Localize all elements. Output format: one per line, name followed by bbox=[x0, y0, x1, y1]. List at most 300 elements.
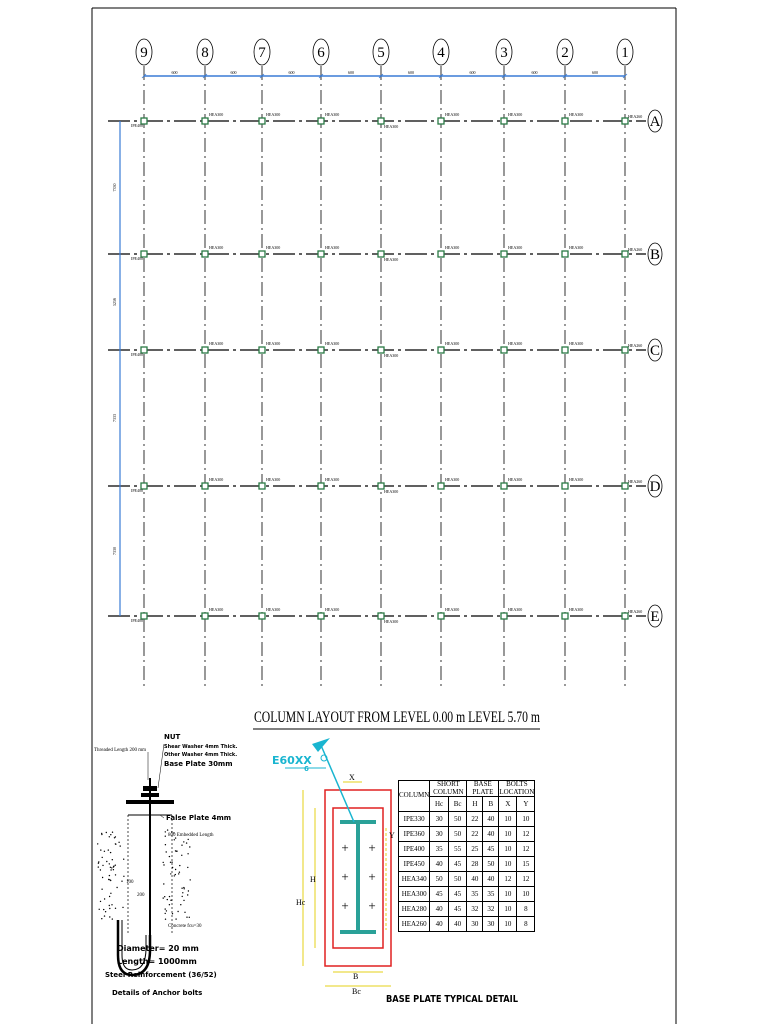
concrete-dot bbox=[123, 876, 124, 877]
concrete-dot bbox=[174, 875, 175, 876]
bolt-mark: + bbox=[368, 840, 376, 855]
column-tag: HEA300 bbox=[445, 341, 460, 346]
concrete-dot bbox=[172, 913, 173, 914]
concrete-dot bbox=[179, 872, 180, 873]
column-tag: HEA300 bbox=[209, 607, 224, 612]
column-tag: HEA300 bbox=[325, 341, 340, 346]
column-tag: HEA300 bbox=[384, 257, 399, 262]
concrete-dot bbox=[113, 866, 114, 867]
table-cell: 10 bbox=[517, 887, 535, 902]
column-tag: HEA300 bbox=[209, 112, 224, 117]
table-cell: IPE360 bbox=[399, 827, 430, 842]
column-tag: HEA300 bbox=[569, 477, 584, 482]
concrete-dot bbox=[105, 911, 106, 912]
concrete-dot bbox=[169, 896, 170, 897]
table-cell: 30 bbox=[467, 917, 483, 932]
column-marker bbox=[438, 118, 444, 124]
grid-label-1: 1 bbox=[621, 45, 629, 61]
table-row bbox=[399, 902, 535, 917]
bay-dimension: 600 bbox=[408, 70, 414, 75]
table-cell: 45 bbox=[448, 887, 467, 902]
column-marker bbox=[501, 483, 507, 489]
column-tag: IPE400 bbox=[131, 123, 143, 128]
concrete-dot bbox=[111, 867, 112, 868]
table-cell: 45 bbox=[430, 887, 449, 902]
grid-label-9: 9 bbox=[140, 45, 148, 61]
column-tag: HEA300 bbox=[325, 477, 340, 482]
bolt-mark: + bbox=[368, 898, 376, 913]
column-marker bbox=[562, 483, 568, 489]
concrete-dot bbox=[121, 881, 122, 882]
concrete-dot bbox=[181, 855, 182, 856]
bay-dimension: 600 bbox=[288, 70, 295, 75]
column-grid bbox=[108, 39, 662, 688]
bay-dimension: 600 bbox=[469, 70, 476, 75]
concrete-dot bbox=[110, 867, 111, 868]
column-tag: HEA300 bbox=[209, 341, 224, 346]
concrete-dot bbox=[120, 845, 121, 846]
column-marker bbox=[318, 613, 324, 619]
weld-flag bbox=[312, 738, 330, 752]
table-header-row bbox=[399, 781, 535, 797]
concrete-dot bbox=[187, 894, 188, 895]
row-dimension: 7333 bbox=[112, 414, 117, 422]
column-web bbox=[356, 824, 360, 930]
grid-label-E: E bbox=[650, 609, 660, 625]
column-tag: HEA300 bbox=[325, 245, 340, 250]
concrete-dot bbox=[115, 865, 116, 866]
grid-label-7: 7 bbox=[258, 45, 266, 61]
column-marker bbox=[259, 251, 265, 257]
concrete-dot bbox=[115, 843, 116, 844]
column-tag: HEA300 bbox=[569, 245, 584, 250]
concrete-dot bbox=[98, 863, 99, 864]
concrete-note: Concrete fcu=30 bbox=[168, 924, 202, 929]
concrete-dot bbox=[170, 862, 171, 863]
concrete-dot bbox=[123, 859, 124, 860]
dim-x-label: X bbox=[349, 773, 355, 782]
table-cell: 40 bbox=[430, 902, 449, 917]
concrete-dot bbox=[180, 904, 181, 905]
column-tag: HEA300 bbox=[508, 112, 523, 117]
column-tag: HEA300 bbox=[325, 112, 340, 117]
concrete-dot bbox=[115, 908, 116, 909]
shear-washer-note: Shear Washer 4mm Thick. bbox=[164, 744, 238, 750]
column-tag: HEA300 bbox=[266, 341, 281, 346]
table-cell: 50 bbox=[448, 827, 467, 842]
concrete-dot bbox=[189, 917, 190, 918]
concrete-dot bbox=[167, 899, 168, 900]
false-plate-note: False Plate 4mm bbox=[166, 814, 232, 822]
row-dimension: 7330 bbox=[112, 547, 117, 555]
concrete-dot bbox=[109, 875, 110, 876]
concrete-dot bbox=[183, 887, 184, 888]
table-cell: 45 bbox=[483, 842, 499, 857]
concrete-dot bbox=[165, 919, 166, 920]
bolt-mark: + bbox=[341, 869, 349, 884]
concrete-dot bbox=[186, 917, 187, 918]
column-tag: HEA300 bbox=[266, 112, 281, 117]
concrete-dot bbox=[181, 845, 182, 846]
grid-label-6: 6 bbox=[317, 45, 325, 61]
grid-label-8: 8 bbox=[201, 45, 209, 61]
concrete-dot bbox=[109, 908, 110, 909]
table-cell: HEA260 bbox=[399, 917, 430, 932]
table-cell: 50 bbox=[448, 872, 467, 887]
weld-spec: E60XX bbox=[272, 754, 312, 767]
table-cell: HEA340 bbox=[399, 872, 430, 887]
column-tag: HEA300 bbox=[445, 245, 460, 250]
concrete-dot bbox=[112, 918, 113, 919]
concrete-dot bbox=[113, 869, 114, 870]
table-cell: 50 bbox=[430, 872, 449, 887]
concrete-dot bbox=[187, 853, 188, 854]
column-marker bbox=[259, 347, 265, 353]
concrete-dot bbox=[181, 888, 182, 889]
column-tag: HEA300 bbox=[384, 619, 399, 624]
column-tag: HEA300 bbox=[508, 477, 523, 482]
concrete-dot bbox=[122, 907, 123, 908]
concrete-dot bbox=[110, 893, 111, 894]
table-cell: 40 bbox=[448, 917, 467, 932]
column-tag: HEA260 bbox=[628, 343, 643, 348]
base-plate-section bbox=[126, 800, 174, 804]
concrete-dot bbox=[165, 913, 166, 914]
column-tag: IPE400 bbox=[131, 256, 143, 261]
table-cell: 12 bbox=[517, 842, 535, 857]
column-marker bbox=[438, 483, 444, 489]
column-marker bbox=[501, 347, 507, 353]
concrete-dot bbox=[109, 879, 110, 880]
concrete-dot bbox=[111, 904, 112, 905]
concrete-dot bbox=[186, 842, 187, 843]
concrete-dot bbox=[187, 867, 188, 868]
table-cell: 10 bbox=[499, 887, 517, 902]
col-subheader: Hc bbox=[430, 797, 449, 812]
concrete-dot bbox=[98, 861, 99, 862]
bay-dimension: 600 bbox=[230, 70, 237, 75]
column-tag: HEA260 bbox=[628, 114, 643, 119]
steel-reinforcement-note: Steel Reinforcement (36/52) bbox=[105, 971, 217, 979]
concrete-dot bbox=[110, 869, 111, 870]
concrete-dot bbox=[110, 834, 111, 835]
column-tag: HEA300 bbox=[266, 245, 281, 250]
table-cell: IPE330 bbox=[399, 812, 430, 827]
table-cell: 10 bbox=[499, 902, 517, 917]
table-cell: 12 bbox=[499, 872, 517, 887]
column-tag: HEA300 bbox=[508, 245, 523, 250]
concrete-dot bbox=[169, 904, 170, 905]
column-tag: HEA260 bbox=[628, 479, 643, 484]
column-tag: HEA300 bbox=[569, 341, 584, 346]
column-tag: HEA300 bbox=[569, 112, 584, 117]
concrete-dot bbox=[188, 890, 189, 891]
concrete-dot bbox=[184, 912, 185, 913]
concrete-dot bbox=[101, 889, 102, 890]
col-header-bolts-location: BOLTS LOCATION bbox=[499, 780, 535, 796]
concrete-dot bbox=[171, 862, 172, 863]
concrete-dot bbox=[109, 896, 110, 897]
concrete-dot bbox=[174, 839, 175, 840]
column-marker bbox=[259, 613, 265, 619]
column-marker bbox=[259, 118, 265, 124]
table-cell: 32 bbox=[467, 902, 483, 917]
concrete-dot bbox=[190, 879, 191, 880]
grid-label-C: C bbox=[649, 343, 661, 359]
concrete-dot bbox=[102, 877, 103, 878]
dim-b-label: B bbox=[353, 972, 359, 981]
grid-label-4: 4 bbox=[437, 45, 445, 61]
table-cell: 40 bbox=[483, 827, 499, 842]
concrete-dot bbox=[102, 857, 103, 858]
column-marker bbox=[501, 251, 507, 257]
concrete-dot bbox=[167, 829, 168, 830]
table-cell: 10 bbox=[499, 842, 517, 857]
nut-note: NUT bbox=[164, 733, 181, 741]
column-marker bbox=[501, 118, 507, 124]
column-marker bbox=[562, 613, 568, 619]
column-marker bbox=[202, 118, 208, 124]
table-cell: 10 bbox=[499, 917, 517, 932]
table-cell: 30 bbox=[430, 827, 449, 842]
grid-label-D: D bbox=[649, 479, 661, 495]
column-tag: HEA300 bbox=[325, 607, 340, 612]
bolt-mark: + bbox=[368, 869, 376, 884]
embedded-length-note: 800 Embedded Length bbox=[168, 833, 214, 838]
column-marker bbox=[318, 347, 324, 353]
concrete-dot bbox=[115, 874, 116, 875]
table-cell: 25 bbox=[467, 842, 483, 857]
column-tag: HEA300 bbox=[266, 477, 281, 482]
column-tag: HEA300 bbox=[209, 245, 224, 250]
column-tag: IPE400 bbox=[131, 352, 143, 357]
column-marker bbox=[202, 347, 208, 353]
concrete-hatch bbox=[97, 829, 191, 920]
table-cell: 50 bbox=[448, 812, 467, 827]
table-row bbox=[399, 857, 535, 872]
concrete-dot bbox=[98, 866, 99, 867]
table-cell: 28 bbox=[467, 857, 483, 872]
table-cell: 40 bbox=[467, 872, 483, 887]
column-marker bbox=[202, 613, 208, 619]
table-cell: 22 bbox=[467, 812, 483, 827]
col-header-base-plate: BASE PLATE bbox=[467, 781, 499, 797]
concrete-dot bbox=[184, 888, 185, 889]
table-cell: 32 bbox=[483, 902, 499, 917]
table-row bbox=[399, 887, 535, 902]
concrete-dot bbox=[109, 905, 110, 906]
col-subheader: B bbox=[483, 797, 499, 812]
concrete-dot bbox=[97, 843, 98, 844]
concrete-dot bbox=[101, 918, 102, 919]
column-marker bbox=[318, 118, 324, 124]
column-top-flange bbox=[340, 820, 376, 824]
bay-dimension: 600 bbox=[348, 70, 354, 75]
table-cell: 45 bbox=[448, 857, 467, 872]
dim-200-note: 200 bbox=[137, 893, 145, 898]
concrete-dot bbox=[100, 869, 101, 870]
concrete-dot bbox=[183, 841, 184, 842]
concrete-dot bbox=[177, 911, 178, 912]
grid-label-3: 3 bbox=[500, 45, 508, 61]
concrete-dot bbox=[176, 851, 177, 852]
dim-y-label: Y bbox=[389, 831, 395, 840]
threaded-length-note: Threaded Length 200 mm bbox=[94, 748, 147, 753]
column-tag: HEA300 bbox=[445, 477, 460, 482]
table-cell: 45 bbox=[448, 902, 467, 917]
column-tag: IPE400 bbox=[131, 618, 143, 623]
table-cell: 35 bbox=[430, 842, 449, 857]
col-header-short-column: SHORT COLUMN bbox=[430, 781, 467, 797]
table-cell: 55 bbox=[448, 842, 467, 857]
column-tag: HEA300 bbox=[508, 607, 523, 612]
concrete-dot bbox=[163, 862, 164, 863]
concrete-dot bbox=[116, 887, 117, 888]
table-row bbox=[399, 827, 535, 842]
concrete-dot bbox=[109, 836, 110, 837]
table-cell: 40 bbox=[430, 917, 449, 932]
column-tag: HEA300 bbox=[384, 353, 399, 358]
concrete-dot bbox=[178, 873, 179, 874]
concrete-dot bbox=[108, 849, 109, 850]
table-cell: 10 bbox=[517, 812, 535, 827]
concrete-dot bbox=[165, 836, 166, 837]
concrete-dot bbox=[165, 844, 166, 845]
column-marker bbox=[438, 613, 444, 619]
col-subheader: Bc bbox=[448, 797, 467, 812]
grid-label-5: 5 bbox=[377, 45, 385, 61]
column-marker bbox=[318, 483, 324, 489]
table-cell: 40 bbox=[430, 857, 449, 872]
table-cell: 35 bbox=[467, 887, 483, 902]
concrete-dot bbox=[170, 900, 171, 901]
concrete-dot bbox=[100, 901, 101, 902]
table-cell: HEA300 bbox=[399, 887, 430, 902]
concrete-dot bbox=[172, 867, 173, 868]
table-cell: 10 bbox=[499, 812, 517, 827]
column-marker bbox=[318, 251, 324, 257]
column-tag: HEA300 bbox=[445, 607, 460, 612]
concrete-dot bbox=[163, 897, 164, 898]
table-body bbox=[399, 812, 535, 932]
grid-label-A: A bbox=[649, 114, 661, 130]
concrete-dot bbox=[109, 916, 110, 917]
bolt-mark: + bbox=[341, 898, 349, 913]
bay-dimension: 600 bbox=[592, 70, 598, 75]
dim-bc-label: Bc bbox=[352, 987, 361, 996]
column-marker bbox=[562, 118, 568, 124]
row-dimension: 7330 bbox=[112, 183, 117, 192]
column-tag: HEA300 bbox=[384, 489, 399, 494]
column-marker bbox=[202, 251, 208, 257]
column-tag: HEA300 bbox=[569, 607, 584, 612]
table-row bbox=[399, 872, 535, 887]
table-cell: 50 bbox=[483, 857, 499, 872]
table-cell: 30 bbox=[430, 812, 449, 827]
column-marker bbox=[202, 483, 208, 489]
concrete-dot bbox=[112, 832, 113, 833]
col-subheader: Y bbox=[517, 797, 535, 812]
column-marker bbox=[562, 347, 568, 353]
drawing-title: COLUMN LAYOUT FROM LEVEL 0.00 m LEVEL 5.70 m bbox=[254, 709, 541, 726]
grid-label-2: 2 bbox=[561, 45, 569, 61]
dim-h-label: H bbox=[310, 875, 316, 884]
dim-100-note: 100 bbox=[126, 880, 134, 885]
concrete-dot bbox=[104, 898, 105, 899]
dim-hc-label: Hc bbox=[296, 898, 306, 907]
table-cell: HEA280 bbox=[399, 902, 430, 917]
concrete-dot bbox=[163, 864, 164, 865]
col-subheader: X bbox=[499, 797, 517, 812]
bay-dimension: 600 bbox=[171, 70, 178, 75]
bolt-mark: + bbox=[341, 840, 349, 855]
table-cell: 30 bbox=[483, 917, 499, 932]
table-cell: 22 bbox=[467, 827, 483, 842]
base-plate-note: Base Plate 30mm bbox=[164, 760, 233, 768]
table-cell: 8 bbox=[517, 902, 535, 917]
anchor-bolt-detail bbox=[97, 744, 191, 975]
concrete-dot bbox=[169, 856, 170, 857]
other-washer-note: Other Washer 4mm Thick. bbox=[164, 752, 238, 758]
weld-size: 6 bbox=[304, 765, 309, 773]
concrete-dot bbox=[165, 831, 166, 832]
base-plate-schedule-table bbox=[398, 780, 535, 932]
table-cell: 12 bbox=[517, 827, 535, 842]
col-header-column: COLUMN bbox=[399, 781, 430, 812]
concrete-dot bbox=[99, 909, 100, 910]
table-cell: 10 bbox=[499, 857, 517, 872]
concrete-dot bbox=[104, 851, 105, 852]
concrete-dot bbox=[175, 874, 176, 875]
anchor-caption: Details of Anchor bolts bbox=[112, 989, 203, 997]
table-cell: 12 bbox=[517, 872, 535, 887]
column-marker bbox=[438, 347, 444, 353]
table-cell: 35 bbox=[483, 887, 499, 902]
table-row bbox=[399, 812, 535, 827]
column-tag: HEA300 bbox=[384, 124, 399, 129]
table-row bbox=[399, 917, 535, 932]
concrete-dot bbox=[175, 918, 176, 919]
column-marker bbox=[438, 251, 444, 257]
washer-section bbox=[141, 793, 159, 797]
concrete-dot bbox=[104, 915, 105, 916]
column-marker bbox=[259, 483, 265, 489]
nut-section bbox=[143, 786, 157, 791]
concrete-dot bbox=[112, 859, 113, 860]
column-tag: HEA300 bbox=[445, 112, 460, 117]
column-tag: HEA300 bbox=[266, 607, 281, 612]
concrete-dot bbox=[103, 909, 104, 910]
concrete-dot bbox=[170, 873, 171, 874]
concrete-dot bbox=[110, 852, 111, 853]
concrete-dot bbox=[166, 851, 167, 852]
concrete-dot bbox=[189, 846, 190, 847]
diameter-note: Diameter= 20 mm bbox=[117, 944, 199, 953]
concrete-dot bbox=[102, 865, 103, 866]
concrete-dot bbox=[106, 832, 107, 833]
length-note: Length= 1000mm bbox=[117, 957, 197, 966]
concrete-dot bbox=[179, 865, 180, 866]
table-cell: 15 bbox=[517, 857, 535, 872]
concrete-dot bbox=[164, 896, 165, 897]
table-cell: IPE400 bbox=[399, 842, 430, 857]
table-row bbox=[399, 842, 535, 857]
table-cell: 40 bbox=[483, 872, 499, 887]
column-tag: HEA260 bbox=[628, 609, 643, 614]
table-cell: 40 bbox=[483, 812, 499, 827]
column-tag: HEA300 bbox=[209, 477, 224, 482]
concrete-dot bbox=[175, 869, 176, 870]
